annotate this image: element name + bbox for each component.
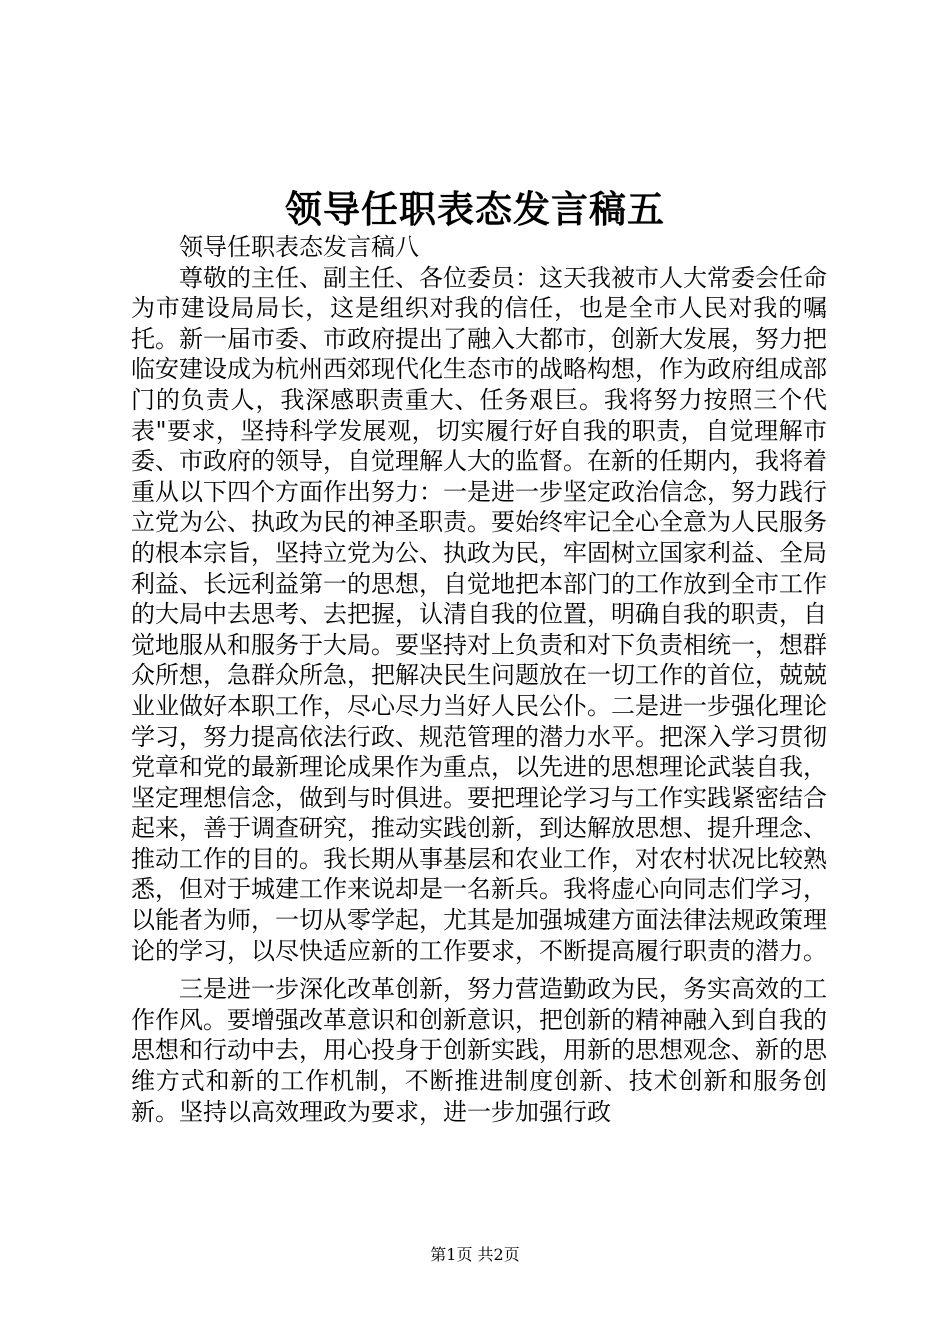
page-number-footer: 第1页 共2页 bbox=[430, 1245, 520, 1264]
document-subtitle: 领导任职表态发言稿八 bbox=[179, 233, 419, 261]
body-paragraph-2: 三是进一步深化改革创新，努力营造勤政为民，务实高效的工作作风。要增强改革意识和创新意识，把创新的精神融入到自我的思想和行动中去，用心投身于创新实践，用新的思想观念、新的思维方式和新的工作机制，不断推进制度创新、技术创新和服务创新。坚持以高效理政为要求，进一步加强行政 bbox=[131, 975, 827, 1126]
document-title: 领导任职表态发言稿五 bbox=[285, 187, 665, 231]
document-body bbox=[131, 232, 827, 1127]
body-paragraph-1: 尊敬的主任、副主任、各位委员：这天我被市人大常委会任命为市建设局局长，这是组织对我的信任，也是全市人民对我的嘱托。新一届市委、市政府提出了融入大都市，创新大发展，努力把临安建设成为杭州西郊现代化生态市的战略构想，作为政府组成部门的负责人，我深感职责重大、任务艰巨。我将努力按照三个代表"要求，坚持科学发展观，切实履行好自我的职责，自觉理解市委、市政府的领导，自觉理解人大的监督。在新的任期内，我将着重从以下四个方面作出努力：一是进一步坚定政治信念，努力践行立党为公、执政为民的神圣职责。要始终牢记全心全意为人民服务的根本宗旨，坚持立党为公、执政为民，牢固树立国家利益、全局利益、长远利益第一的思想，自觉地把本部门的工作放到全市工作的大局中去思考、去把握，认清自我的位置，明确自我的职责，自觉地服从和服务于大局。要坚持对上负责和对下负责相统一，想群众所想，急群众所急，把解决民生问题放在一切工作的首位，兢兢业业做好本职工作，尽心尽力当好人民公仆。二是进一步强化理论学习，努力提高依法行政、规范管理的潜力水平。把深入学习贯彻党章和党的最新理论成果作为重点，以先进的思想理论武装自我，坚定理想信念，做到与时俱进。要把理论学习与工作实践紧密结合起来，善于调查研究，推动实践创新，到达解放思想、提升理念、推动工作的目的。我长期从事基层和农业工作，对农村状况比较熟悉，但对于城建工作来说却是一名新兵。我将虚心向同志们学习，以能者为师，一切从零学起，尤其是加强城建方面法律法规政策理论的学习，以尽快适应新的工作要求，不断提高履行职责的潜力。 bbox=[131, 263, 827, 965]
